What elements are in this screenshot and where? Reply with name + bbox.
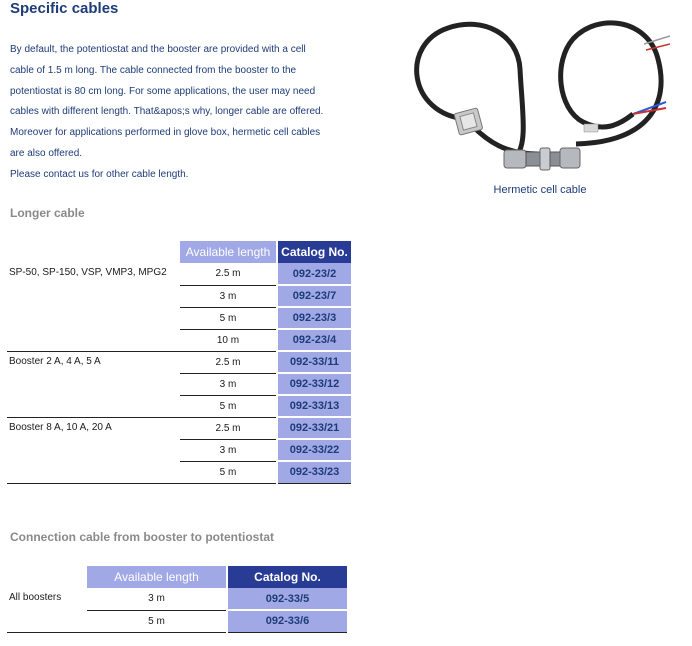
catalog-cell: 092-33/21 xyxy=(277,417,351,439)
product-group-label: Booster 8 A, 10 A, 20 A xyxy=(7,417,180,483)
intro-line: Please contact us for other cable length. xyxy=(10,168,189,180)
header-available-length: Available length xyxy=(87,566,227,588)
intro-line: By default, the potentiostat and the booster are provided with a cell xyxy=(10,44,306,55)
section-title-connection-cable: Connection cable from booster to potentiostat xyxy=(10,530,275,544)
section-title-longer-cable: Longer cable xyxy=(10,206,85,220)
hermetic-connector xyxy=(504,148,580,170)
catalog-cell: 092-33/12 xyxy=(277,373,351,395)
cable-left-loop xyxy=(417,24,524,156)
length-cell: 2.5 m xyxy=(180,263,277,285)
intro-line: cables with different length. That&apos;s why, longer cable are offered. xyxy=(10,106,324,118)
length-cell: 5 m xyxy=(180,307,277,329)
catalog-cell: 092-33/11 xyxy=(277,351,351,373)
catalog-cell: 092-23/7 xyxy=(277,285,351,307)
header-catalog-no: Catalog No. xyxy=(277,241,351,263)
catalog-cell: 092-33/13 xyxy=(277,395,351,417)
catalog-cell: 092-23/4 xyxy=(277,329,351,351)
intro-text xyxy=(10,40,355,186)
header-catalog-no: Catalog No. xyxy=(227,566,347,588)
figure-caption: Hermetic cell cable xyxy=(493,184,587,196)
length-cell: 3 m xyxy=(180,373,277,395)
length-cell: 3 m xyxy=(87,588,227,610)
intro-line: potentiostat is 80 cm long. For some applications, the user may need xyxy=(10,85,316,97)
catalog-cell: 092-33/5 xyxy=(227,588,347,610)
cable-label xyxy=(584,124,598,132)
length-cell: 3 m xyxy=(180,285,277,307)
catalog-cell: 092-33/22 xyxy=(277,439,351,461)
intro-line: are also offered. xyxy=(10,147,83,159)
length-cell: 3 m xyxy=(180,439,277,461)
connection-cable-table xyxy=(7,566,347,633)
header-available-length: Available length xyxy=(180,241,277,263)
length-cell: 5 m xyxy=(180,461,277,483)
length-cell: 5 m xyxy=(180,395,277,417)
page-title: Specific cables xyxy=(10,0,119,17)
length-cell: 5 m xyxy=(87,610,227,632)
hermetic-cable-image xyxy=(408,14,670,180)
intro-line: cable of 1.5 m long. The cable connected from the booster to the xyxy=(10,64,297,76)
product-group-label: All boosters xyxy=(7,588,87,632)
catalog-cell: 092-33/6 xyxy=(227,610,347,632)
catalog-cell: 092-23/2 xyxy=(277,263,351,285)
intro-line: Moreover for applications performed in glove box, hermetic cell cables xyxy=(10,127,321,139)
catalog-cell: 092-33/23 xyxy=(277,461,351,483)
length-cell: 2.5 m xyxy=(180,351,277,373)
longer-cable-table xyxy=(7,241,351,484)
catalog-cell: 092-23/3 xyxy=(277,307,351,329)
length-cell: 2.5 m xyxy=(180,417,277,439)
product-group-label: Booster 2 A, 4 A, 5 A xyxy=(7,351,180,417)
product-group-label: SP-50, SP-150, VSP, VMP3, MPG2 xyxy=(7,263,180,351)
length-cell: 10 m xyxy=(180,329,277,351)
cable-right-loop xyxy=(561,23,661,144)
